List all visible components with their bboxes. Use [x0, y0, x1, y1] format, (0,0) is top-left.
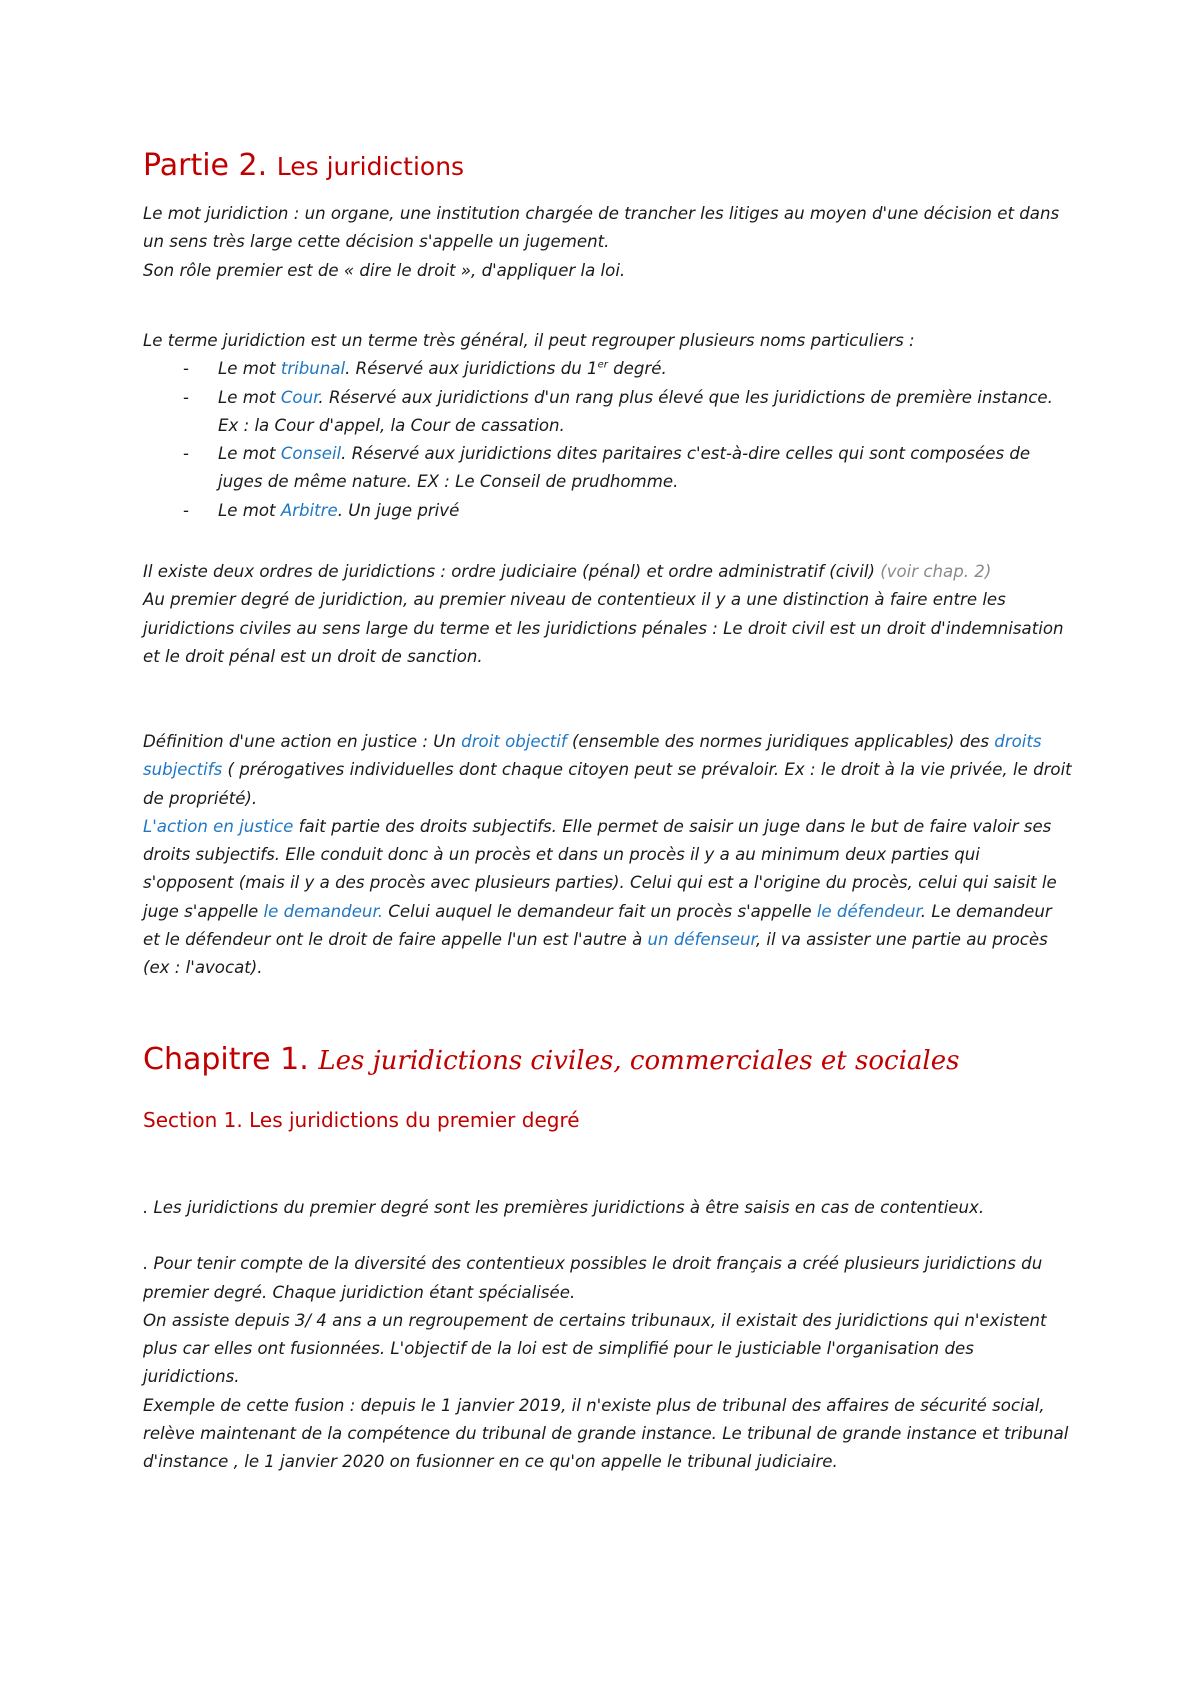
term-demandeur: le demandeur.: [263, 901, 384, 921]
item-prefix: Le mot: [218, 359, 281, 379]
term-cour: Cour: [280, 387, 319, 407]
action-text: , il va assister une partie au procès (ex : l'avocat).: [143, 930, 1048, 978]
premier-degre-p1: . Les juridictions du premier degré sont les premières juridictions à être saisis en cas de contentieux.: [143, 1198, 985, 1217]
term-arbitre: Arbitre: [280, 500, 338, 520]
action-text: . Le demandeur et le défendeur ont le droit de faire appelle l'un est l'autre à: [143, 901, 1052, 950]
term-defendeur: le défendeur: [816, 901, 921, 921]
partie-heading: [143, 146, 464, 187]
ordres-sentence: Il existe deux ordres de juridictions : ordre judiciaire (pénal) et ordre administratif (civil): [143, 562, 881, 581]
terme-lead: Le terme juridiction est un terme très général, il peut regrouper plusieurs noms particuliers :: [143, 331, 915, 350]
action-text: fait partie des droits subjectifs. Elle permet de saisir un juge dans le but de faire valoir ses droits subjectifs. Elle conduit donc à un procès et dans un procès il y a au minimum deux parties qui s'opposent (mais il y a des procès avec plusieurs parties). Celui qui est a l'origine du procès, celui qui saisit le juge s'appelle: [143, 816, 1057, 921]
action-text: (ensemble des normes juridiques applicables) des: [566, 732, 995, 751]
term-droit-objectif: droit objectif: [461, 732, 567, 751]
term-conseil: Conseil: [280, 444, 342, 464]
list-item: [143, 355, 1073, 383]
premier-degre-section: [143, 1194, 1073, 1477]
term-droits-subjectifs: droits subjectifs: [143, 732, 1042, 780]
item-text: . Réservé aux juridictions d'un rang plus élevé que les juridictions de première instance. Ex : la Cour d'appel, la Cour de cassation.: [218, 387, 1053, 435]
ordres-section: [143, 558, 1073, 671]
list-item: [143, 384, 1073, 441]
intro-paragraph: [143, 200, 1073, 285]
item-text: . Réservé aux juridictions dites paritaires c'est-à-dire celles qui sont composées de juges de même nature. EX : Le Conseil de prudhomme.: [218, 444, 1031, 492]
action-text: Celui auquel le demandeur fait un procès s'appelle: [383, 901, 817, 921]
term-defenseur: un défenseur: [647, 930, 756, 950]
item-prefix: Le mot: [218, 500, 281, 520]
action-paragraph: [143, 813, 1073, 983]
list-item: [143, 497, 1073, 525]
premier-degre-p4: Exemple de cette fusion : depuis le 1 janvier 2019, il n'existe plus de tribunal des affaires de sécurité social, relève maintenant de la compétence du tribunal de grande instance. Le tribunal de grande instance et tribunal d'instance , le 1 janvier 2020 on fusionner en ce qu'on appelle le tribunal judiciaire.: [143, 1395, 1069, 1472]
ordres-paragraph: Au premier degré de juridiction, au premier niveau de contentieux il y a une distinction à faire entre les juridictions civiles au sens large du terme et les juridictions pénales : Le droit civil est un droit d'indemnisation et le droit pénal est un droit de sanction.: [143, 590, 1064, 666]
action-text: ( prérogatives individuelles dont chaque citoyen peut se prévaloir. Ex : le droit à la vie privée, le droit de propriété).: [143, 760, 1072, 808]
premier-degre-p3: On assiste depuis 3/ 4 ans a un regroupement de certains tribunaux, il existait des juridictions qui n'existent plus car elles ont fusionnées. L'objectif de la loi est de simplifié pour le justiciable l'organisation des juridictions.: [143, 1310, 1047, 1387]
item-text-end: degré.: [607, 359, 667, 379]
term-tribunal: tribunal: [280, 359, 346, 379]
item-prefix: Le mot: [218, 387, 281, 407]
superscript: er: [597, 359, 608, 371]
premier-degre-p2: . Pour tenir compte de la diversité des contentieux possibles le droit français a créé plusieurs juridictions du premier degré. Chaque juridiction étant spécialisée.: [143, 1254, 1043, 1302]
action-definition: [143, 728, 1073, 813]
intro-definition: Le mot juridiction : un organe, une institution chargée de trancher les litiges au moyen d'une décision et dans un sens très large cette décision s'appelle un jugement.: [143, 204, 1060, 252]
terme-section: [143, 327, 1073, 525]
item-text: . Un juge privé: [337, 500, 460, 520]
partie-title: Les juridictions: [276, 152, 465, 181]
item-prefix: Le mot: [218, 444, 281, 464]
section-heading: Section 1. Les juridictions du premier degré: [143, 1108, 580, 1132]
term-action-en-justice: L'action en justice: [143, 816, 294, 836]
terme-list: [143, 355, 1073, 525]
chapitre-label: Chapitre 1.: [143, 1042, 309, 1077]
partie-label: Partie 2.: [143, 148, 268, 183]
action-text: Définition d'une action en justice : Un: [143, 732, 462, 751]
list-item: [143, 440, 1073, 497]
chapitre-heading: [143, 1040, 959, 1081]
chapter-reference: (voir chap. 2): [880, 562, 992, 581]
ordres-text: [143, 558, 1073, 586]
action-section: [143, 728, 1073, 983]
intro-role: Son rôle premier est de « dire le droit », d'appliquer la loi.: [143, 260, 626, 280]
chapitre-title: Les juridictions civiles, commerciales et sociales: [318, 1046, 960, 1076]
item-text: . Réservé aux juridictions du 1: [345, 359, 598, 379]
